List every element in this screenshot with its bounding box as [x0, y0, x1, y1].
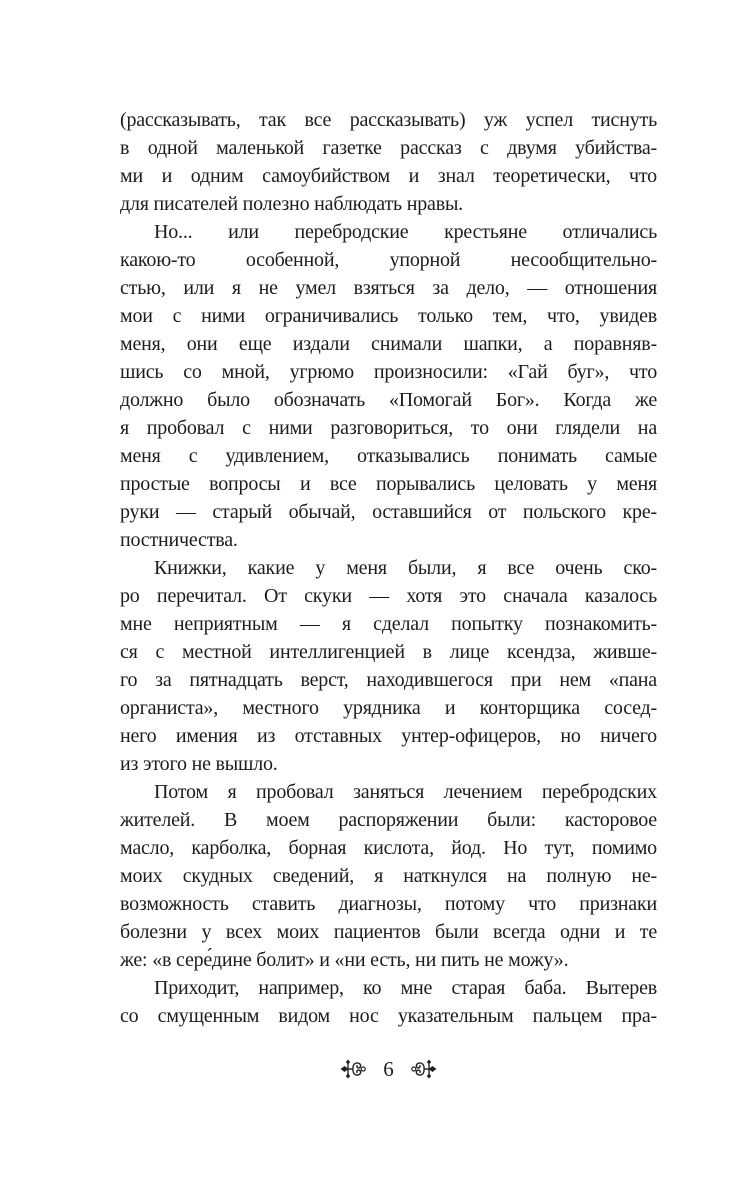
text-line: мои с ними ограничивались только тем, что, увидев [120, 305, 657, 327]
text-line: какою-то особенной, упорной несообщительно- [120, 249, 657, 271]
text-line: Книжки, какие у меня были, я все очень ско- [154, 557, 657, 579]
text-line: шись со мной, угрюмо произносили: «Гай буг», что [120, 361, 657, 383]
text-line: должно было обозначать «Помогай Бог». Когда же [120, 389, 657, 411]
page-number: 6 [383, 1057, 394, 1081]
text-line: мне неприятным — я сделал попытку познакомить- [120, 613, 657, 635]
text-line: меня, они еще издали снимали шапки, а поравняв- [120, 333, 657, 355]
text-line: болезни у всех моих пациентов были всегда одни и те [120, 921, 657, 943]
text-line: я пробовал с ними разговориться, то они глядели на [120, 417, 657, 439]
text-line: него имения из отставных унтер-офицеров, но ничего [120, 725, 657, 747]
text-line: Потом я пробовал заняться лечением перебродских [154, 781, 657, 803]
paragraph [120, 106, 657, 218]
fleuron-cross-spiral-right-icon [410, 1058, 437, 1080]
text-line: го за пятнадцать верст, находившегося при нем «пана [120, 669, 657, 691]
text-line: моих скудных сведений, я наткнулся на полную не- [120, 865, 657, 887]
text-line: со смущенным видом нос указательным пальцем пра- [120, 1005, 657, 1027]
page-footer [120, 1052, 657, 1086]
text-line: простые вопросы и все порывались целовать у меня [120, 473, 657, 495]
fleuron-cross-spiral-left-icon [340, 1058, 367, 1080]
text-line: же: «в сере́дине болит» и «ни есть, ни пить не можу». [120, 949, 569, 971]
text-line: меня с удивлением, отказывались понимать самые [120, 445, 657, 467]
text-line: ми и одним самоубийством и знал теоретически, что [120, 165, 657, 187]
body-text [120, 106, 657, 1030]
text-line: ся с местной интеллигенцией в лице ксендза, живше- [120, 641, 657, 663]
text-line: постничества. [120, 529, 238, 551]
text-line: Приходит, например, ко мне старая баба. Вытерев [154, 977, 657, 999]
text-line: для писателей полезно наблюдать нравы. [120, 193, 463, 215]
paragraph [120, 974, 657, 1030]
paragraph [120, 554, 657, 778]
text-line: стью, или я не умел взяться за дело, — отношения [120, 277, 657, 299]
text-line: руки — старый обычай, оставшийся от польского кре- [120, 501, 657, 523]
text-line: ро перечитал. От скуки — хотя это сначала казалось [120, 585, 657, 607]
text-line: жителей. В моем распоряжении были: касторовое [120, 809, 657, 831]
paragraph [120, 218, 657, 554]
text-line: (рассказывать, так все рассказывать) уж успел тиснуть [120, 109, 657, 131]
text-line: возможность ставить диагнозы, потому что признаки [120, 893, 657, 915]
text-line: в одной маленькой газетке рассказ с двумя убийства- [120, 137, 657, 159]
text-line: органиста», местного урядника и конторщика сосед- [120, 697, 657, 719]
paragraph [120, 778, 657, 974]
text-line: масло, карболка, борная кислота, йод. Но тут, помимо [120, 837, 657, 859]
text-line: из этого не вышло. [120, 753, 278, 775]
text-line: Но... или перебродские крестьяне отличались [154, 221, 657, 243]
